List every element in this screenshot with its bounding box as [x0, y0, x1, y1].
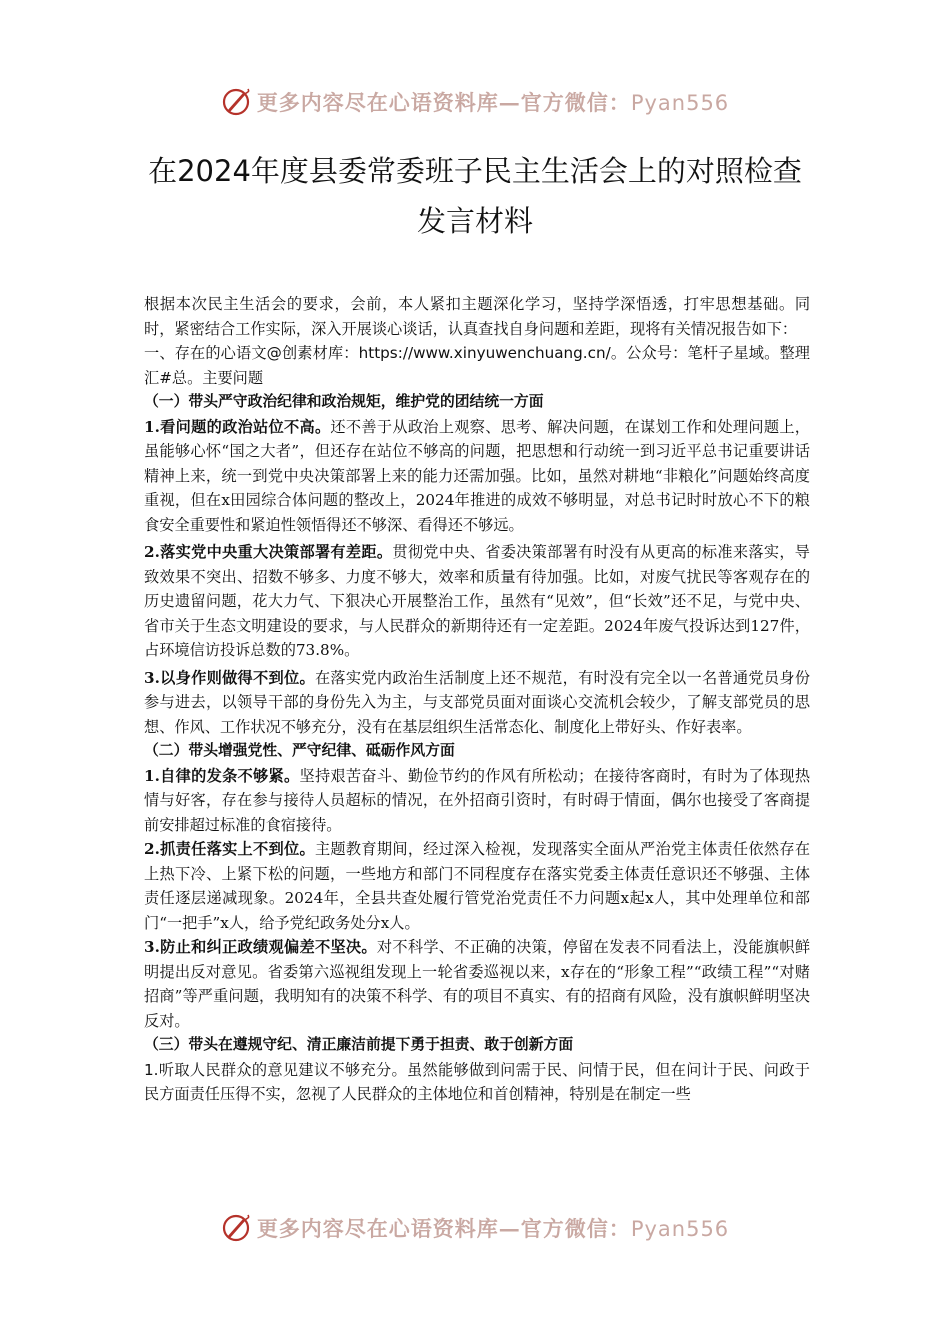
banner-text: 更多内容尽在心语资料库—官方微信：Pyan556 [256, 1216, 730, 1241]
section-heading-2: （二）带头增强党性、严守纪律、砥砺作风方面 [144, 742, 455, 759]
part-heading-1: 一、存在的心语文@创素材库：https://www.xinyuwenchuang.cn/。公众号：笔杆子星域。整理汇#总。主要问题 [144, 344, 810, 387]
paragraph-2-3 [144, 935, 810, 1033]
paragraph-heading: 2.抓责任落实上不到位。 [144, 840, 315, 858]
section-heading-3: （三）带头在遵规守纪、清正廉洁前提下勇于担责、敢于创新方面 [144, 1036, 574, 1053]
paragraph-2-1 [144, 764, 810, 838]
footer-watermark-banner [0, 1210, 950, 1246]
paragraph-text: 对不科学、不正确的决策，停留在发表不同看法上，没能旗帜鲜明提出反对意见。省委第六巡视组发现上一轮省委巡视以来，x存在的“形象工程”“政绩工程”“对赌招商”等严重问题，我明知有的决策不科学、有的项目不真实、有的招商有风险，没有旗帜鲜明坚决反对。 [144, 938, 811, 1030]
quill-pen-icon [221, 1213, 251, 1243]
paragraph-1-2 [144, 540, 810, 663]
paragraph-text: 贯彻党中央、省委决策部署有时没有从更高的标准来落实，导致效果不突出、招数不够多、力度不够大，效率和质量有待加强。比如，对废气扰民等客观存在的历史遗留问题，花大力气、下狠决心开展整治工作，虽然有“见效”，但“长效”还不足，与党中央、省市关于生态文明建设的要求，与人民群众的新期待还有一定差距。2024年废气投诉达到127件，占环境信访投诉总数的73.8%。 [144, 543, 810, 659]
banner-text: 更多内容尽在心语资料库—官方微信：Pyan556 [256, 90, 730, 115]
title-line-1: 在2024年度县委常委班子民主生活会上的对照检查 [148, 154, 802, 188]
document-body [144, 292, 810, 1107]
paragraph-text: 还不善于从政治上观察、思考、解决问题，在谋划工作和处理问题上，虽能够心怀“国之大者”，但还存在站位不够高的问题，把思想和行动统一到习近平总书记重要讲话精神上来，统一到党中央决策部署上来的能力还需加强。比如，虽然对耕地“非粮化”问题始终高度重视，但在x田园综合体问题的整改上，2024年推进的成效不够明显，对总书记时时放心不下的粮食安全重要性和紧迫性领悟得还不够深、看得还不够远。 [144, 417, 810, 534]
paragraph-3-1: 1.听取人民群众的意见建议不够充分。虽然能够做到问需于民、问情于民，但在问计于民、问政于民方面责任压得不实，忽视了人民群众的主体地位和首创精神，特别是在制定一些 [144, 1060, 810, 1103]
intro-paragraph: 根据本次民主生活会的要求，会前，本人紧扣主题深化学习，坚持学深悟透，打牢思想基础。同时，紧密结合工作实际，深入开展谈心谈话，认真查找自身问题和差距，现将有关情况报告如下： [144, 295, 810, 338]
paragraph-text: 坚持艰苦奋斗、勤俭节约的作风有所松动；在接待客商时，有时为了体现热情与好客，存在参与接待人员超标的情况，在外招商引资时，有时碍于情面，偶尔也接受了客商提前安排超过标准的食宿接待。 [144, 766, 811, 834]
paragraph-heading: 1.看问题的政治站位不高。 [144, 417, 331, 436]
header-watermark-banner [0, 84, 950, 120]
wechat-id: Pyan556 [630, 1217, 730, 1241]
title-line-2: 发言材料 [416, 204, 533, 238]
paragraph-heading: 3.防止和纠正政绩观偏差不坚决。 [144, 938, 377, 956]
paragraph-text: 在落实党内政治生活制度上还不规范，有时没有完全以一名普通党员身份参与进去，以领导干部的身份先入为主，与支部党员面对面谈心交流机会较少，了解支部党员的思想、作风、工作状况不够充分，没有在基层组织生活常态化、制度化上带好头、作好表率。 [144, 668, 811, 736]
quill-pen-icon [221, 87, 251, 117]
paragraph-heading: 3.以身作则做得不到位。 [144, 668, 315, 687]
paragraph-2-2 [144, 837, 810, 935]
paragraph-1-3 [144, 666, 810, 740]
wechat-id: Pyan556 [630, 91, 730, 115]
paragraph-1-1 [144, 415, 810, 538]
section-heading-1: （一）带头严守政治纪律和政治规矩，维护党的团结统一方面 [144, 393, 544, 410]
paragraph-heading: 2.落实党中央重大决策部署有差距。 [144, 543, 393, 561]
document-title [120, 146, 830, 246]
paragraph-text: 主题教育期间，经过深入检视，发现落实全面从严治党主体责任依然存在上热下冷、上紧下松的问题，一些地方和部门不同程度存在落实党委主体责任意识还不够强、主体责任逐层递减现象。2024年，全县共查处履行管党治党责任不力问题x起x人，其中处理单位和部门“一把手”x人，给予党纪政务处分x人。 [144, 840, 811, 932]
paragraph-heading: 1.自律的发条不够紧。 [144, 766, 300, 785]
